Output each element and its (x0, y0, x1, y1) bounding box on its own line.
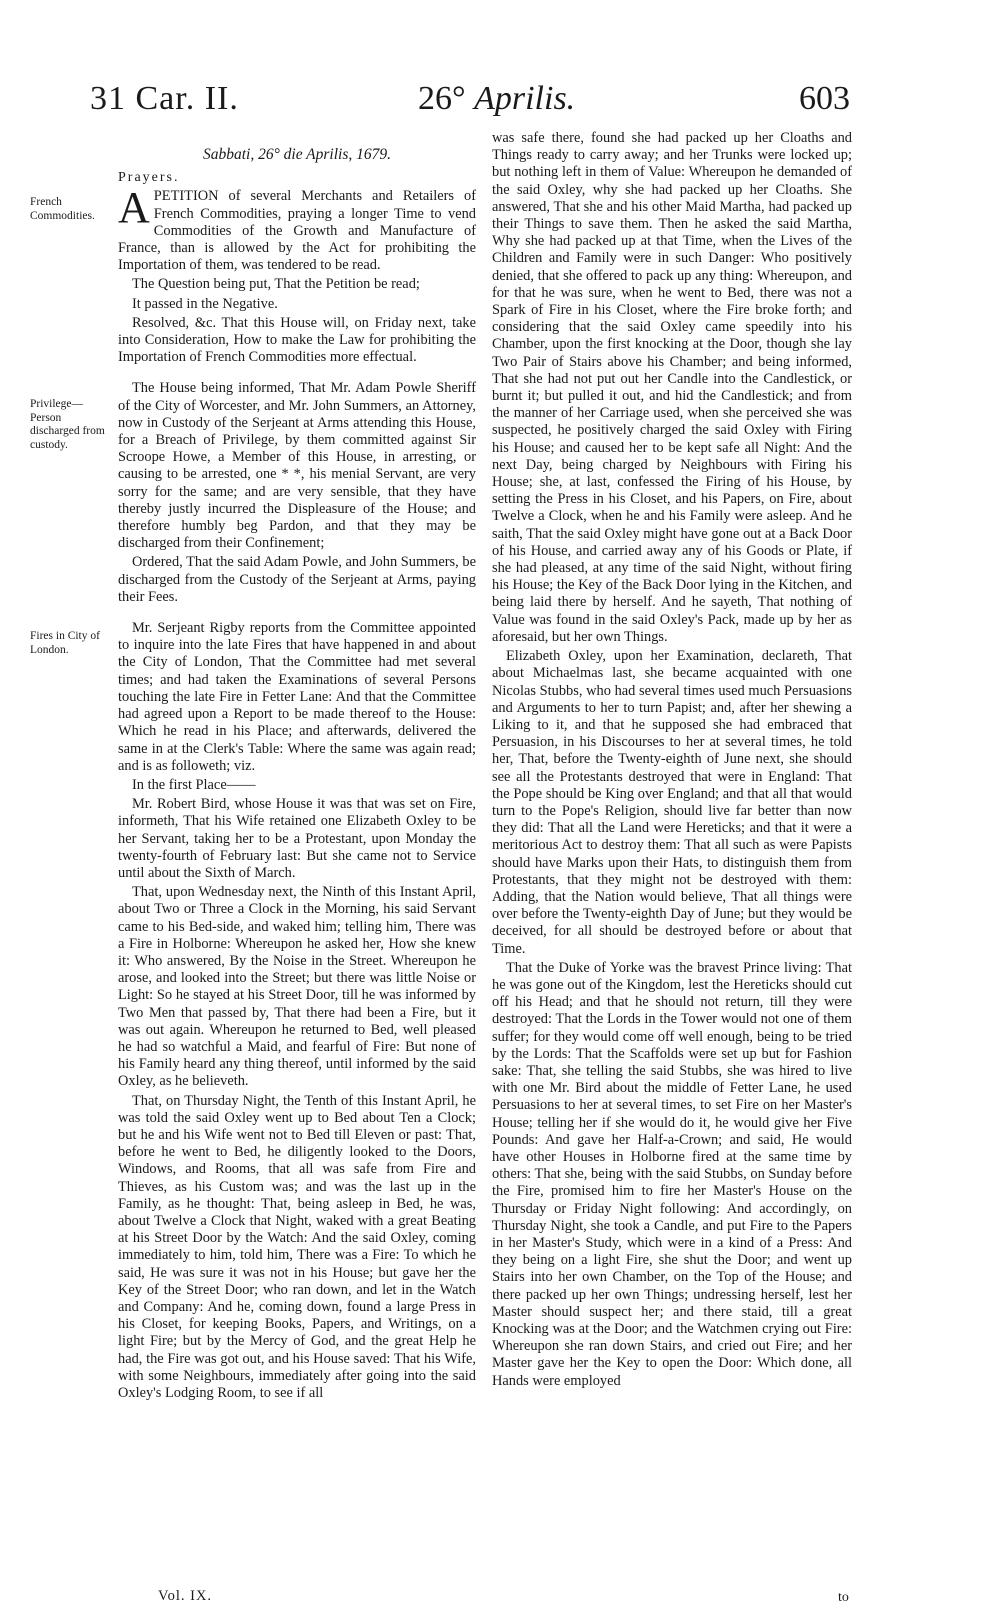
margin-note-french-commodities: French Commodities. (30, 196, 95, 222)
paragraph: Mr. Robert Bird, whose House it was that was set on Fire, informeth, That his Wife retained one Elizabeth Oxley to be her Servant, taking her to be a Protestant, upon Monday the twenty-fourth of February last: But she came not to Service until about the Sixth of March. (118, 796, 476, 881)
page-header (90, 80, 850, 124)
paragraph: It passed in the Negative. (132, 295, 278, 312)
paragraph: Ordered, That the said Adam Powle, and John Summers, be discharged from the Custody of the Serjeant at Arms, paying their Fees. (118, 554, 476, 605)
paragraph: The Question being put, That the Petition be read; (132, 276, 420, 293)
paragraph: The House being informed, That Mr. Adam Powle Sheriff of the City of Worcester, and Mr. John Summers, an Attorney, now in Custody of the Serjeant at Arms attending this House, for a Breach of Privilege, by them committed against Sir Scroope Howe, a Member of this House, in arresting, or causing to be arrested, one * *, his menial Servant, are very sorry for the same; and are very sensible, that they have thereby justly incurred the Displeasure of the House; and therefore humbly beg Pardon, and that they may be discharged from their Confinement; (118, 380, 476, 552)
left-column (118, 130, 476, 1404)
paragraph-text: PETITION of several Merchants and Retailers of French Commodities, praying a longer Time to vend Commodities of the Growth and Manufacture of France, than is allowed by the Act for prohibiting the Importation of them, was tendered to be read. (118, 188, 476, 274)
volume-label: Vol. IX. (158, 1588, 213, 1604)
paragraph: In the first Place—— (132, 776, 256, 793)
paragraph: was safe there, found she had packed up her Cloaths and Things ready to carry away; and her Trunks were locked up; but nothing left in them of Value: Whereupon he demanded of the said Oxley, why she had packed up her Cloaths. She answered, That she and his other Maid Martha, had packed up their Things to save them. Then he asked the said Martha, Why she had packed up at that Time, when the Lives of the Children and Family were in such Danger: Who positively denied, that she offered to pack up any thing: Whereupon, and for that he was sure, when he went to Bed, there was not a Spark of Fire in his Closet, where the Fire broke forth; and considering that the said Oxley came speedily into his Chamber, upon the first knocking at the Door, though she lay Two Pair of Stairs above his Chamber; and being informed, That she had not put out her Candle into the Candlestick, or burnt it; but pulled it out, and hid the Candlestick; and from the manner of her Carriage used, when she perceived she was suspected, he positively charged the said Oxley with Firing his House; and caused her to be kept safe all Night: And the next Day, being charged by Neighbours with Firing his House; she, at last, confessed the Firing of his House, by setting the Press in his Closet, and his Papers, on Fire, about Twelve a Clock, when he and his Family were asleep. And he saith, That the said Oxley might have gone out at a Back Door of his House, and carried away any of his Goods or Plate, if she had pleased, at any time of the said Night, without firing his House; the Key of the Back Door lying in the Kitchen, and being laid there by herself. And he sayeth, That nothing of Value was found in the said Oxley's Pack, made up by her as aforesaid, but her own Things. (492, 130, 852, 645)
date-month: Aprilis. (474, 80, 576, 117)
paragraph: Resolved, &c. That this House will, on Friday next, take into Consideration, How to make the Law for prohibiting the Importation of French Commodities more effectual. (118, 314, 476, 366)
page-date (418, 80, 575, 118)
paragraph: Mr. Serjeant Rigby reports from the Committee appointed to inquire into the late Fires that have happened in and about the City of London, That the Committee had met several times; and had taken the Examinations of several Persons touching the late Fire in Fetter Lane: And that the Committee had agreed upon a Report to be made thereof to the House: Which he read in his Place; and afterwards, delivered the same in at the Clerk's Table: Where the same was again read; and is as followeth; viz. (118, 620, 476, 774)
drop-cap: A (118, 183, 150, 233)
page-number: 603 (799, 80, 850, 117)
catchword: to (838, 1590, 849, 1605)
paragraph: Elizabeth Oxley, upon her Examination, declareth, That about Michaelmas last, she became acquainted with one Nicolas Stubbs, who had several times used much Persuasions and Arguments to her to turn Papist; and, after her shewing a Liking to it, and that he supposed she had embraced that Persuasion, in his Discourses to her at several times, he told her, That, before the Twenty-eighth of June next, she should see all the Protestants destroyed that were in England: That the Pope should be King over England; and that all that would turn to the Pope's Religion, should live far better than now they did: That all the Land were Hereticks; and that it were a meritorious Act to destroy them: That all such as were Papists should have Marks upon their Hats, to distinguish them from Protestants, that they might not be destroyed with them: Adding, that the Nation would believe, That all things were over before the Twenty-eighth Day of June; but they would be deceived, for all should be destroyed before or about that Time. (492, 648, 852, 957)
regnal-year: 31 Car. II. (90, 80, 239, 117)
paragraph: That, upon Wednesday next, the Ninth of this Instant April, about Two or Three a Clock in the Morning, his said Servant came to his Bed-side, and waked him; telling him, There was a Fire in Holborne: Whereupon he asked her, How she knew it: Who answered, By the Noise in the Street. Whereupon he arose, and looked into the Street; but there was little Noise or Light: So he stayed at his Street Door, till he was informed by Two Men that passed by, That there had been a Fire, but it was out again. Whereupon he returned to Bed, well pleased he had so watchful a Maid, and fearful of Fire: But none of his Family heard any thing thereof, until informed by the said Oxley, as he believeth. (118, 884, 476, 1090)
margin-note-privilege: Privilege—Person discharged from custody. (30, 398, 105, 451)
right-column (492, 130, 852, 1392)
paragraph: That, on Thursday Night, the Tenth of this Instant April, he was told the said Oxley went up to Bed about Ten a Clock; but he and his Wife went not to Bed till Eleven or past: That, before he went to Bed, he diligently looked to the Doors, Windows, and Rooms, that all was safe from Fire and Thieves, as his Custom was; and was the last up in the Family, as he thought: That, being asleep in Bed, he was, about Twelve a Clock that Night, waked with a great Beating at his Street Door by the Watch: And the said Oxley, coming immediately to him, told him, There was a Fire: To which he said, He was sure it was not in his House; but gave her the Key of the Street Door; who ran down, and let in the Watch and Company: And he, coming down, found a large Press in his Closet, for keeping Books, Papers, and Writings, on a light Fire; but by the Mercy of God, and the great Help he had, the Fire was got out, and his House saved: That his Wife, with some Neighbours, immediately after going into the said Oxley's Lodging Room, to see if all (118, 1092, 476, 1402)
prayers-heading: Prayers. (118, 170, 180, 186)
paragraph (118, 183, 476, 274)
margin-note-fires: Fires in City of London. (30, 630, 100, 656)
session-heading: Sabbati, 26° die Aprilis, 1679. (202, 146, 392, 163)
date-prefix: 26° (418, 80, 475, 117)
paragraph: That the Duke of Yorke was the bravest Prince living: That he was gone out of the Kingdom, lest the Hereticks should cut off his Head; and that he should not return, till they were destroyed: That the Lords in the Tower would not one of them suffer; for they would come off well enough, being to be tried by the Lords: That the Scaffolds were set up but for Fashion sake: That, she telling the said Stubbs, she was hired to live with one Mr. Bird about the middle of Fetter Lane, he used Persuasions to her at several times, to set Fire on her Master's House; telling her if she would do it, he would give her Five Pounds: And gave her Half-a-Crown; and said, He would have other Houses in Holborne fired at the same time by others: That she, being with the said Stubbs, on Sunday before the Fire, promised him to fire her Master's House on the Thursday or Friday Night following: And accordingly, on Thursday Night, she took a Candle, and put Fire to the Papers in her Master's Study, which were in a kind of a Press: And they being on a light Fire, she shut the Door; and went up Stairs into her own Chamber, on the Top of the House; and there packed up her own Things; undressing herself, lest her Master should suspect her; and there staid, till a great Knocking was at the Door; and the Watchmen crying out Fire: Whereupon she ran down Stairs, and cried out Fire; and her Master gave her the Key to open the Door: Which done, all Hands were employed (492, 959, 852, 1389)
